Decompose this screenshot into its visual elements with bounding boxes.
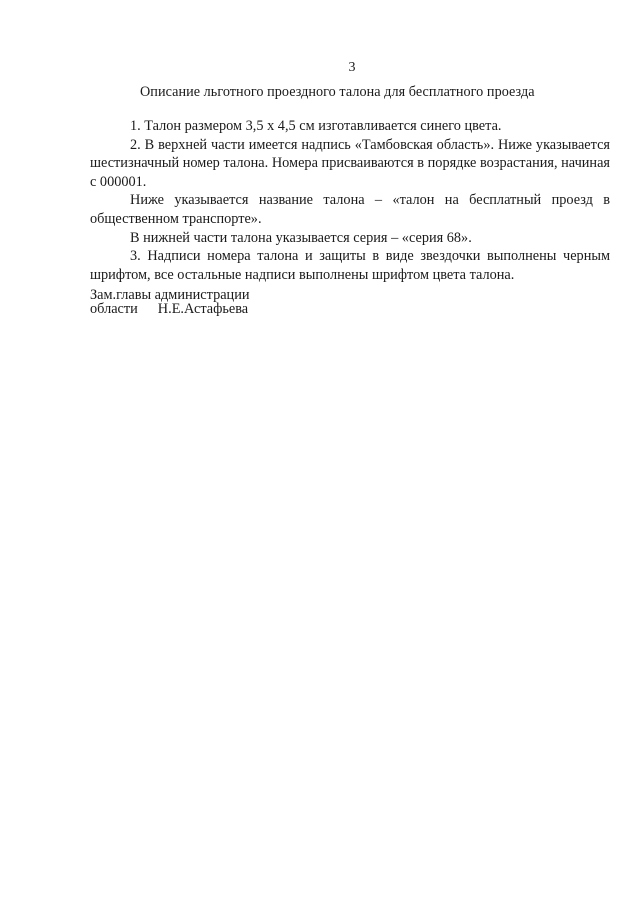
document-title: Описание льготного проездного талона для бесплатного проезда [140, 84, 535, 100]
paragraph-top-inscription: 2. В верхней части имеется надпись «Тамбовская область». Ниже указывается шестизначный номер талона. Номера присваиваются в порядке возрастания, начиная с 000001. [90, 136, 610, 190]
paragraph-font-colors: 3. Надписи номера талона и защиты в виде звездочки выполнены черным шрифтом, все остальные надписи выполнены шрифтом цвета талона. [90, 248, 610, 283]
signature-position-line1: Зам.главы администрации [90, 287, 250, 303]
document-body [90, 117, 610, 284]
paragraph-ticket-name: Ниже указывается название талона – «талон на бесплатный проезд в общественном транспорте». [90, 192, 610, 227]
signature-position-line2: области [90, 301, 138, 317]
signature-block [90, 288, 250, 316]
signature-line2 [90, 302, 250, 316]
paragraph-series: В нижней части талона указывается серия – «серия 68». [130, 229, 472, 246]
signatory-name: Н.Е.Астафьева [157, 301, 249, 317]
page-number: 3 [348, 60, 356, 75]
paragraph-size-color: 1. Талон размером 3,5 х 4,5 см изготавливается синего цвета. [130, 118, 502, 134]
